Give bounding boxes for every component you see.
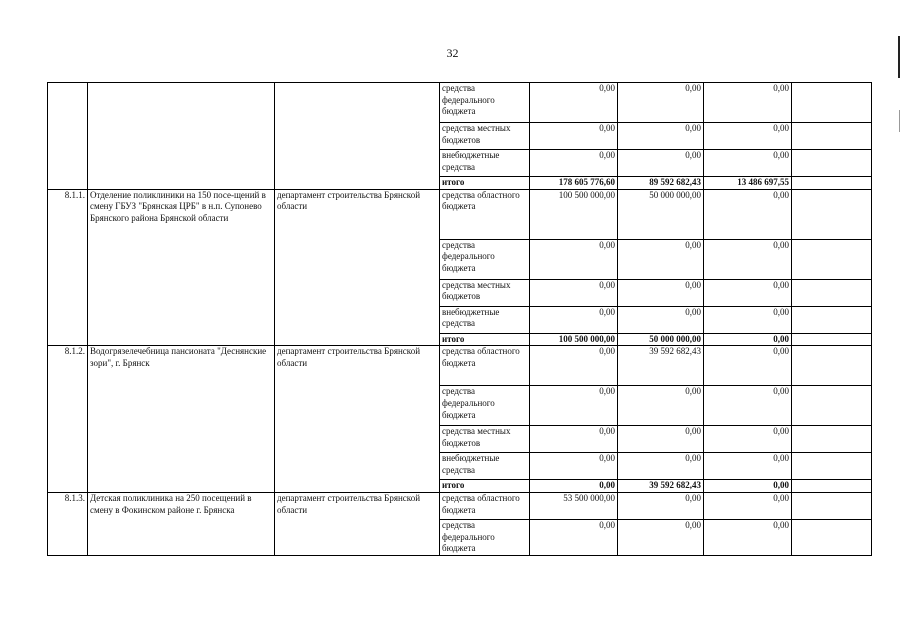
cell-code: 8.1.3. xyxy=(48,493,88,556)
cell-department: департамент строительства Брянской области xyxy=(275,189,440,346)
cell-value-2: 89 592 682,43 xyxy=(618,177,704,190)
cell-value-4 xyxy=(792,239,872,279)
cell-value-2: 0,00 xyxy=(618,426,704,453)
cell-value-4 xyxy=(792,520,872,556)
cell-code: 8.1.1. xyxy=(48,189,88,346)
cell-value-3: 0,00 xyxy=(704,306,792,333)
cell-funding-source: средства областного бюджета xyxy=(440,493,530,520)
cell-value-1: 0,00 xyxy=(530,150,618,177)
table-body xyxy=(48,83,872,556)
cell-value-3: 0,00 xyxy=(704,386,792,426)
cell-value-2: 0,00 xyxy=(618,493,704,520)
cell-funding-source: средства федерального бюджета xyxy=(440,239,530,279)
cell-value-3: 0,00 xyxy=(704,453,792,480)
cell-value-4 xyxy=(792,333,872,346)
scan-edge-mark xyxy=(898,36,900,78)
cell-value-1: 0,00 xyxy=(530,386,618,426)
cell-value-1: 100 500 000,00 xyxy=(530,333,618,346)
cell-value-1: 178 605 776,60 xyxy=(530,177,618,190)
cell-funding-source: итого xyxy=(440,333,530,346)
cell-department: департамент строительства Брянской области xyxy=(275,493,440,556)
cell-value-2: 39 592 682,43 xyxy=(618,346,704,386)
cell-value-4 xyxy=(792,306,872,333)
cell-value-2: 39 592 682,43 xyxy=(618,480,704,493)
cell-value-4 xyxy=(792,426,872,453)
cell-funding-source: итого xyxy=(440,177,530,190)
cell-value-1: 0,00 xyxy=(530,306,618,333)
page-number: 32 xyxy=(446,46,459,60)
cell-department xyxy=(275,83,440,190)
cell-value-1: 0,00 xyxy=(530,480,618,493)
cell-value-2: 0,00 xyxy=(618,150,704,177)
cell-funding-source: средства местных бюджетов xyxy=(440,279,530,306)
cell-value-1: 0,00 xyxy=(530,453,618,480)
cell-code: 8.1.2. xyxy=(48,346,88,493)
cell-value-2: 0,00 xyxy=(618,239,704,279)
table-row xyxy=(48,346,872,386)
cell-value-2: 0,00 xyxy=(618,386,704,426)
cell-value-1: 53 500 000,00 xyxy=(530,493,618,520)
cell-value-2: 50 000 000,00 xyxy=(618,189,704,239)
cell-name: Детская поликлиника на 250 посещений в смену в Фокинском районе г. Брянска xyxy=(88,493,275,556)
cell-value-1: 0,00 xyxy=(530,426,618,453)
cell-value-2: 0,00 xyxy=(618,123,704,150)
cell-funding-source: внебюджетные средства xyxy=(440,453,530,480)
cell-value-3: 0,00 xyxy=(704,333,792,346)
cell-value-4 xyxy=(792,453,872,480)
cell-value-3: 0,00 xyxy=(704,189,792,239)
cell-value-1: 0,00 xyxy=(530,279,618,306)
cell-value-1: 0,00 xyxy=(530,346,618,386)
cell-value-4 xyxy=(792,493,872,520)
cell-funding-source: средства федерального бюджета xyxy=(440,386,530,426)
cell-value-1: 0,00 xyxy=(530,239,618,279)
cell-value-3: 0,00 xyxy=(704,83,792,123)
cell-value-3: 0,00 xyxy=(704,480,792,493)
cell-value-4 xyxy=(792,83,872,123)
table-row xyxy=(48,493,872,520)
cell-value-2: 0,00 xyxy=(618,306,704,333)
cell-value-2: 0,00 xyxy=(618,83,704,123)
cell-value-1: 0,00 xyxy=(530,123,618,150)
cell-funding-source: внебюджетные средства xyxy=(440,306,530,333)
cell-value-4 xyxy=(792,480,872,493)
cell-funding-source: средства областного бюджета xyxy=(440,346,530,386)
cell-funding-source: средства местных бюджетов xyxy=(440,123,530,150)
cell-funding-source: средства местных бюджетов xyxy=(440,426,530,453)
program-funding-table xyxy=(47,82,872,556)
cell-value-3: 0,00 xyxy=(704,150,792,177)
table-row xyxy=(48,83,872,123)
cell-value-1: 0,00 xyxy=(530,83,618,123)
cell-value-4 xyxy=(792,150,872,177)
cell-value-3: 0,00 xyxy=(704,493,792,520)
cell-value-2: 50 000 000,00 xyxy=(618,333,704,346)
cell-value-4 xyxy=(792,189,872,239)
cell-funding-source: внебюджетные средства xyxy=(440,150,530,177)
cell-value-3: 0,00 xyxy=(704,123,792,150)
cell-value-2: 0,00 xyxy=(618,453,704,480)
table-row xyxy=(48,189,872,239)
scan-edge-mark-secondary xyxy=(899,110,900,132)
cell-value-4 xyxy=(792,123,872,150)
cell-funding-source: средства федерального бюджета xyxy=(440,520,530,556)
cell-department: департамент строительства Брянской области xyxy=(275,346,440,493)
cell-value-3: 0,00 xyxy=(704,346,792,386)
cell-value-2: 0,00 xyxy=(618,279,704,306)
cell-value-4 xyxy=(792,346,872,386)
cell-funding-source: средства федерального бюджета xyxy=(440,83,530,123)
cell-value-1: 0,00 xyxy=(530,520,618,556)
cell-value-3: 0,00 xyxy=(704,520,792,556)
cell-code xyxy=(48,83,88,190)
cell-value-2: 0,00 xyxy=(618,520,704,556)
cell-funding-source: средства областного бюджета xyxy=(440,189,530,239)
cell-value-4 xyxy=(792,177,872,190)
cell-name xyxy=(88,83,275,190)
cell-value-3: 0,00 xyxy=(704,426,792,453)
cell-name: Отделение поликлиники на 150 посе-щений в смену ГБУЗ "Брянская ЦРБ" в н.п. Супонево Брянского района Брянской области xyxy=(88,189,275,346)
cell-value-3: 0,00 xyxy=(704,279,792,306)
cell-value-4 xyxy=(792,279,872,306)
cell-value-1: 100 500 000,00 xyxy=(530,189,618,239)
cell-value-3: 0,00 xyxy=(704,239,792,279)
cell-funding-source: итого xyxy=(440,480,530,493)
cell-value-4 xyxy=(792,386,872,426)
cell-name: Водогрязелечебница пансионата "Деснянские зори", г. Брянск xyxy=(88,346,275,493)
cell-value-3: 13 486 697,55 xyxy=(704,177,792,190)
